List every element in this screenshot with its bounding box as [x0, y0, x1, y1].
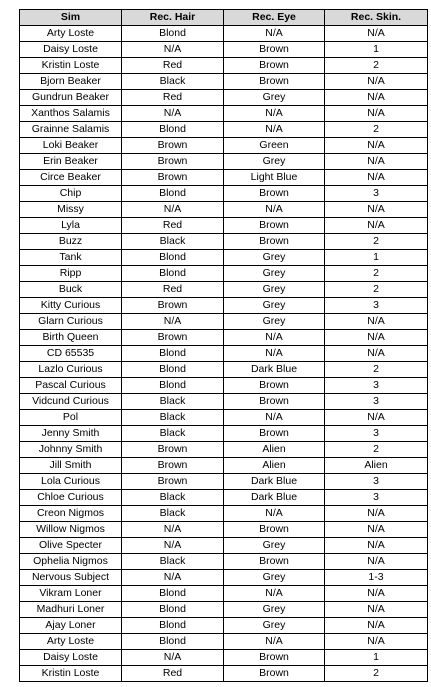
cell-sim: Missy: [20, 202, 122, 218]
cell-rec-hair: Black: [122, 394, 224, 410]
cell-sim: Bjorn Beaker: [20, 74, 122, 90]
cell-rec-skin: 2: [325, 122, 428, 138]
sim-recommendations-table: [19, 9, 428, 682]
cell-rec-skin: Alien: [325, 458, 428, 474]
cell-sim: Loki Beaker: [20, 138, 122, 154]
table-row: [20, 570, 428, 586]
table-row: [20, 426, 428, 442]
header-row: [20, 10, 428, 26]
cell-rec-hair: Blond: [122, 250, 224, 266]
cell-sim: Ophelia Nigmos: [20, 554, 122, 570]
cell-rec-skin: 2: [325, 58, 428, 74]
cell-sim: Chloe Curious: [20, 490, 122, 506]
cell-sim: Daisy Loste: [20, 650, 122, 666]
cell-rec-skin: N/A: [325, 74, 428, 90]
cell-rec-eye: Grey: [224, 90, 325, 106]
cell-sim: Arty Loste: [20, 634, 122, 650]
cell-rec-skin: N/A: [325, 538, 428, 554]
cell-rec-skin: N/A: [325, 106, 428, 122]
cell-rec-eye: Brown: [224, 426, 325, 442]
table-row: [20, 362, 428, 378]
cell-sim: Tank: [20, 250, 122, 266]
table-row: [20, 394, 428, 410]
cell-sim: Madhuri Loner: [20, 602, 122, 618]
cell-rec-eye: Alien: [224, 442, 325, 458]
cell-rec-eye: Grey: [224, 314, 325, 330]
cell-sim: Vikram Loner: [20, 586, 122, 602]
table-row: [20, 282, 428, 298]
cell-rec-skin: N/A: [325, 522, 428, 538]
header-rec-hair: Rec. Hair: [122, 10, 224, 26]
cell-rec-hair: Red: [122, 282, 224, 298]
cell-rec-hair: Blond: [122, 618, 224, 634]
cell-rec-hair: Brown: [122, 442, 224, 458]
cell-rec-hair: N/A: [122, 202, 224, 218]
cell-sim: Gundrun Beaker: [20, 90, 122, 106]
table-row: [20, 298, 428, 314]
cell-rec-skin: 3: [325, 474, 428, 490]
cell-sim: Erin Beaker: [20, 154, 122, 170]
table-row: [20, 586, 428, 602]
cell-rec-eye: Grey: [224, 250, 325, 266]
cell-rec-eye: Brown: [224, 218, 325, 234]
cell-rec-skin: 3: [325, 394, 428, 410]
cell-sim: Daisy Loste: [20, 42, 122, 58]
table-row: [20, 202, 428, 218]
cell-rec-eye: Brown: [224, 394, 325, 410]
cell-rec-eye: Grey: [224, 298, 325, 314]
cell-rec-hair: N/A: [122, 106, 224, 122]
table-row: [20, 618, 428, 634]
cell-rec-hair: Blond: [122, 362, 224, 378]
table-row: [20, 170, 428, 186]
cell-sim: Lola Curious: [20, 474, 122, 490]
spreadsheet: [19, 9, 428, 682]
cell-rec-eye: N/A: [224, 26, 325, 42]
cell-rec-skin: 2: [325, 362, 428, 378]
cell-sim: Kitty Curious: [20, 298, 122, 314]
cell-sim: Arty Loste: [20, 26, 122, 42]
cell-rec-eye: Grey: [224, 602, 325, 618]
cell-rec-hair: Blond: [122, 634, 224, 650]
cell-rec-hair: N/A: [122, 522, 224, 538]
cell-rec-eye: Brown: [224, 74, 325, 90]
table-row: [20, 314, 428, 330]
cell-rec-skin: 2: [325, 666, 428, 682]
cell-rec-hair: Brown: [122, 474, 224, 490]
cell-rec-skin: N/A: [325, 346, 428, 362]
cell-rec-skin: N/A: [325, 602, 428, 618]
cell-sim: Pol: [20, 410, 122, 426]
cell-rec-skin: 2: [325, 234, 428, 250]
table-row: [20, 106, 428, 122]
cell-rec-skin: N/A: [325, 170, 428, 186]
cell-sim: Buzz: [20, 234, 122, 250]
cell-rec-hair: N/A: [122, 42, 224, 58]
cell-rec-eye: N/A: [224, 202, 325, 218]
table-row: [20, 234, 428, 250]
cell-rec-skin: N/A: [325, 90, 428, 106]
cell-rec-eye: Alien: [224, 458, 325, 474]
cell-rec-skin: N/A: [325, 202, 428, 218]
cell-rec-hair: Blond: [122, 186, 224, 202]
cell-rec-skin: 1: [325, 250, 428, 266]
table-row: [20, 330, 428, 346]
cell-rec-eye: Brown: [224, 42, 325, 58]
cell-rec-skin: 3: [325, 490, 428, 506]
cell-rec-skin: 3: [325, 186, 428, 202]
table-row: [20, 458, 428, 474]
cell-sim: Lyla: [20, 218, 122, 234]
table-row: [20, 26, 428, 42]
header-sim: Sim: [20, 10, 122, 26]
cell-rec-eye: Grey: [224, 538, 325, 554]
cell-rec-hair: N/A: [122, 570, 224, 586]
cell-sim: Jenny Smith: [20, 426, 122, 442]
cell-rec-eye: Dark Blue: [224, 362, 325, 378]
cell-rec-skin: N/A: [325, 506, 428, 522]
cell-rec-hair: Black: [122, 234, 224, 250]
cell-rec-hair: Brown: [122, 154, 224, 170]
cell-rec-skin: 1: [325, 42, 428, 58]
cell-rec-eye: Grey: [224, 154, 325, 170]
table-row: [20, 378, 428, 394]
cell-sim: Circe Beaker: [20, 170, 122, 186]
cell-rec-hair: Blond: [122, 346, 224, 362]
cell-rec-skin: 1-3: [325, 570, 428, 586]
cell-sim: Xanthos Salamis: [20, 106, 122, 122]
cell-rec-eye: N/A: [224, 122, 325, 138]
cell-rec-hair: Black: [122, 554, 224, 570]
cell-rec-eye: Light Blue: [224, 170, 325, 186]
cell-rec-hair: Red: [122, 90, 224, 106]
table-row: [20, 490, 428, 506]
cell-rec-skin: N/A: [325, 410, 428, 426]
cell-sim: Lazlo Curious: [20, 362, 122, 378]
cell-rec-eye: N/A: [224, 346, 325, 362]
table-row: [20, 42, 428, 58]
table-row: [20, 506, 428, 522]
cell-sim: Jill Smith: [20, 458, 122, 474]
cell-rec-hair: Black: [122, 410, 224, 426]
cell-sim: Kristin Loste: [20, 58, 122, 74]
table-row: [20, 554, 428, 570]
cell-rec-hair: Blond: [122, 378, 224, 394]
cell-rec-skin: 2: [325, 442, 428, 458]
cell-sim: Olive Specter: [20, 538, 122, 554]
cell-sim: Nervous Subject: [20, 570, 122, 586]
table-row: [20, 666, 428, 682]
cell-sim: Johnny Smith: [20, 442, 122, 458]
cell-rec-eye: Brown: [224, 58, 325, 74]
cell-rec-hair: Brown: [122, 298, 224, 314]
cell-rec-eye: Dark Blue: [224, 490, 325, 506]
table-row: [20, 250, 428, 266]
cell-sim: Creon Nigmos: [20, 506, 122, 522]
cell-sim: Ajay Loner: [20, 618, 122, 634]
cell-rec-hair: Red: [122, 218, 224, 234]
table-row: [20, 522, 428, 538]
cell-rec-eye: Brown: [224, 378, 325, 394]
cell-rec-eye: Grey: [224, 618, 325, 634]
cell-sim: Glarn Curious: [20, 314, 122, 330]
cell-rec-eye: Brown: [224, 650, 325, 666]
cell-rec-eye: Brown: [224, 234, 325, 250]
cell-rec-eye: Brown: [224, 522, 325, 538]
cell-rec-eye: Brown: [224, 554, 325, 570]
cell-rec-eye: N/A: [224, 410, 325, 426]
table-row: [20, 122, 428, 138]
table-row: [20, 266, 428, 282]
cell-rec-skin: N/A: [325, 138, 428, 154]
cell-rec-hair: Red: [122, 666, 224, 682]
cell-rec-hair: Blond: [122, 586, 224, 602]
cell-rec-eye: N/A: [224, 586, 325, 602]
cell-rec-skin: 3: [325, 426, 428, 442]
cell-rec-skin: N/A: [325, 218, 428, 234]
cell-sim: Kristin Loste: [20, 666, 122, 682]
table-row: [20, 154, 428, 170]
table-row: [20, 538, 428, 554]
table-row: [20, 90, 428, 106]
cell-rec-skin: N/A: [325, 586, 428, 602]
cell-rec-eye: N/A: [224, 634, 325, 650]
cell-rec-hair: Blond: [122, 602, 224, 618]
table-row: [20, 474, 428, 490]
cell-rec-skin: N/A: [325, 330, 428, 346]
cell-rec-hair: Blond: [122, 266, 224, 282]
cell-rec-skin: 2: [325, 266, 428, 282]
cell-rec-eye: Green: [224, 138, 325, 154]
table-row: [20, 346, 428, 362]
table-row: [20, 138, 428, 154]
table-row: [20, 58, 428, 74]
cell-rec-eye: Grey: [224, 570, 325, 586]
table-row: [20, 650, 428, 666]
table-row: [20, 218, 428, 234]
cell-sim: Grainne Salamis: [20, 122, 122, 138]
cell-rec-hair: Brown: [122, 330, 224, 346]
cell-rec-eye: N/A: [224, 330, 325, 346]
cell-rec-eye: Dark Blue: [224, 474, 325, 490]
table-row: [20, 442, 428, 458]
cell-rec-hair: Black: [122, 490, 224, 506]
header-rec-eye: Rec. Eye: [224, 10, 325, 26]
cell-rec-hair: Brown: [122, 138, 224, 154]
cell-sim: Ripp: [20, 266, 122, 282]
cell-sim: Pascal Curious: [20, 378, 122, 394]
cell-rec-eye: Brown: [224, 666, 325, 682]
cell-sim: Buck: [20, 282, 122, 298]
cell-rec-eye: Grey: [224, 266, 325, 282]
cell-rec-hair: Black: [122, 426, 224, 442]
cell-sim: Birth Queen: [20, 330, 122, 346]
table-row: [20, 602, 428, 618]
cell-rec-hair: Blond: [122, 26, 224, 42]
cell-rec-hair: Brown: [122, 458, 224, 474]
cell-rec-hair: Red: [122, 58, 224, 74]
cell-rec-hair: Black: [122, 74, 224, 90]
cell-sim: Willow Nigmos: [20, 522, 122, 538]
cell-sim: Chip: [20, 186, 122, 202]
cell-rec-skin: N/A: [325, 314, 428, 330]
cell-rec-hair: N/A: [122, 650, 224, 666]
cell-sim: CD 65535: [20, 346, 122, 362]
cell-rec-hair: Brown: [122, 170, 224, 186]
cell-rec-eye: Grey: [224, 282, 325, 298]
cell-rec-hair: Blond: [122, 122, 224, 138]
cell-rec-hair: N/A: [122, 314, 224, 330]
cell-rec-eye: Brown: [224, 186, 325, 202]
cell-rec-skin: N/A: [325, 26, 428, 42]
table-body: [20, 26, 428, 682]
table-row: [20, 634, 428, 650]
cell-rec-skin: 1: [325, 650, 428, 666]
cell-rec-skin: 3: [325, 378, 428, 394]
table-row: [20, 410, 428, 426]
table-row: [20, 74, 428, 90]
cell-rec-skin: N/A: [325, 618, 428, 634]
table-row: [20, 186, 428, 202]
cell-rec-hair: Black: [122, 506, 224, 522]
cell-sim: Vidcund Curious: [20, 394, 122, 410]
cell-rec-skin: N/A: [325, 154, 428, 170]
cell-rec-eye: N/A: [224, 106, 325, 122]
cell-rec-eye: N/A: [224, 506, 325, 522]
cell-rec-skin: N/A: [325, 554, 428, 570]
cell-rec-skin: N/A: [325, 634, 428, 650]
cell-rec-skin: 3: [325, 298, 428, 314]
cell-rec-skin: 2: [325, 282, 428, 298]
cell-rec-hair: N/A: [122, 538, 224, 554]
header-rec-skin: Rec. Skin.: [325, 10, 428, 26]
